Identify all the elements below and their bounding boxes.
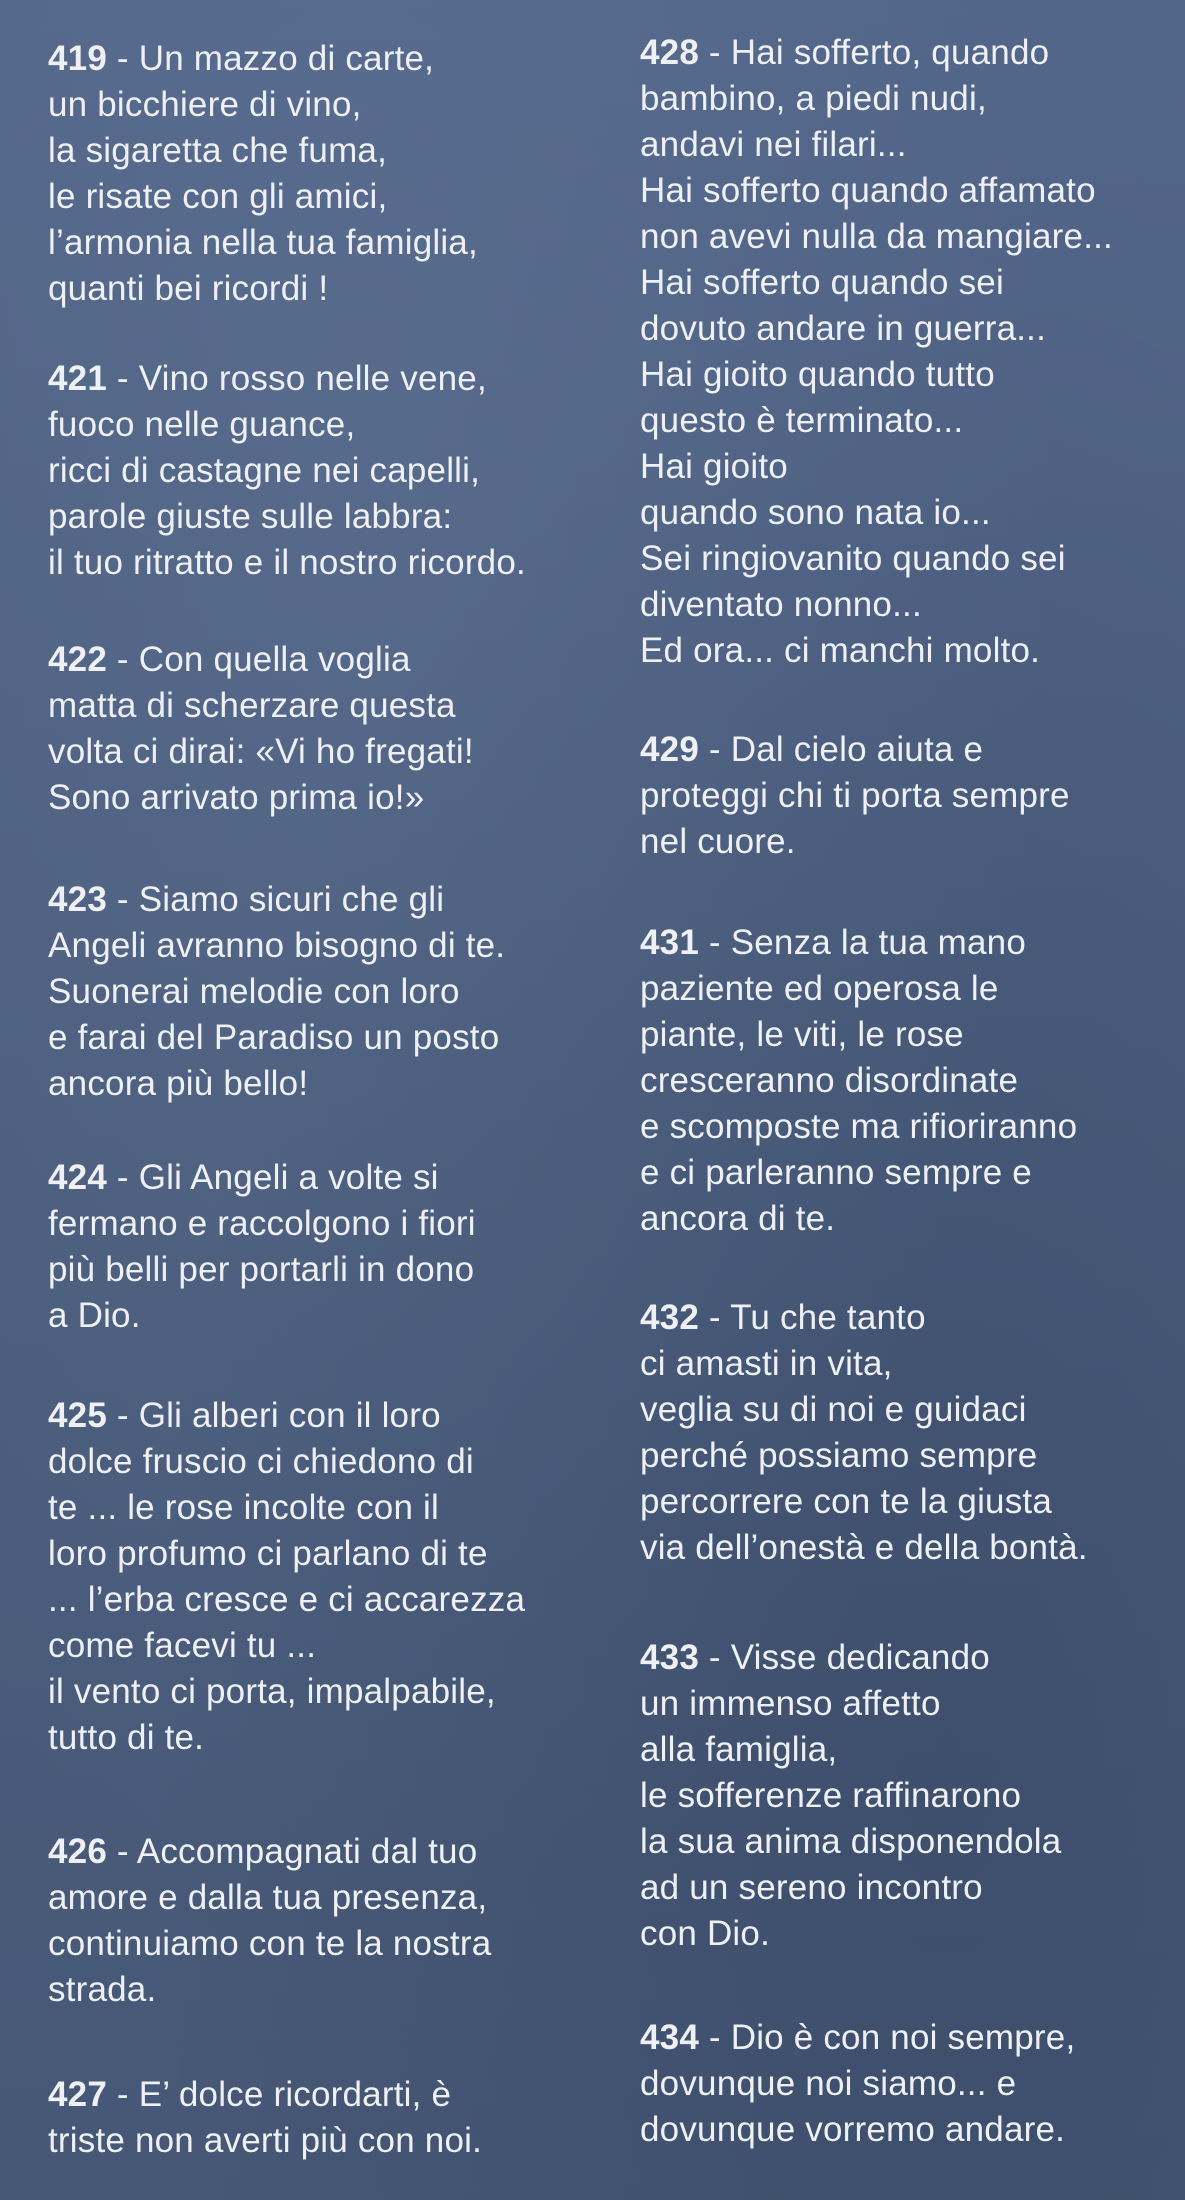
phrase-line <box>640 2015 1185 2061</box>
phrase-text: Siamo sicuri che gli <box>138 880 445 919</box>
phrase-line: Sono arrivato prima io!» <box>48 778 425 817</box>
phrase-line: quanti bei ricordi ! <box>48 269 329 308</box>
phrase-line: andavi nei filari... <box>640 125 907 164</box>
phrase-text: Visse dedicando <box>730 1638 990 1677</box>
phrase-entry-425 <box>48 1393 608 1761</box>
phrase-line: ancora di te. <box>640 1199 836 1238</box>
phrase-line: bambino, a piedi nudi, <box>640 79 987 118</box>
phrase-text: Vino rosso nelle vene, <box>138 359 487 398</box>
phrase-line: Hai sofferto quando affamato <box>640 171 1096 210</box>
phrase-line: veglia su di noi e guidaci <box>640 1390 1027 1429</box>
phrase-line: dovuto andare in guerra... <box>640 309 1047 348</box>
phrase-line: te ... le rose incolte con il <box>48 1488 439 1527</box>
phrase-line <box>48 1829 608 1875</box>
phrase-line: matta di scherzare questa <box>48 686 456 725</box>
phrase-line: e farai del Paradiso un posto <box>48 1018 500 1057</box>
phrase-line: ricci di castagne nei capelli, <box>48 451 481 490</box>
phrase-line: amore e dalla tua presenza, <box>48 1878 488 1917</box>
phrase-line: ancora più bello! <box>48 1064 309 1103</box>
phrase-line: paziente ed operosa le <box>640 969 999 1008</box>
phrase-line <box>640 1635 1185 1681</box>
phrase-text: Accompagnati dal tuo <box>136 1832 478 1871</box>
phrase-line <box>48 36 608 82</box>
phrase-line: dovunque noi siamo... e <box>640 2064 1017 2103</box>
phrase-line: continuiamo con te la nostra <box>48 1924 492 1963</box>
phrase-entry-427 <box>48 2072 608 2164</box>
phrase-line: fuoco nelle guance, <box>48 405 356 444</box>
phrase-separator: - <box>107 39 139 78</box>
phrase-line: ad un sereno incontro <box>640 1868 983 1907</box>
phrase-number: 422 <box>48 640 107 679</box>
phrase-number: 429 <box>640 730 699 769</box>
phrase-line: Suonerai melodie con loro <box>48 972 460 1011</box>
phrase-entry-424 <box>48 1155 608 1339</box>
phrase-line: e scomposte ma rifioriranno <box>640 1107 1078 1146</box>
phrase-separator: - <box>107 1396 139 1435</box>
phrase-line <box>48 356 608 402</box>
phrase-entry-423 <box>48 877 608 1107</box>
phrase-line: fermano e raccolgono i fiori <box>48 1204 476 1243</box>
phrase-number: 421 <box>48 359 107 398</box>
phrase-line <box>640 1295 1185 1341</box>
phrase-text: Gli alberi con il loro <box>138 1396 441 1435</box>
phrase-line: come facevi tu ... <box>48 1626 317 1665</box>
phrase-line: con Dio. <box>640 1914 770 1953</box>
phrase-line <box>48 877 608 923</box>
phrase-line: Hai gioito <box>640 447 788 486</box>
phrase-line: Angeli avranno bisogno di te. <box>48 926 506 965</box>
phrase-number: 425 <box>48 1396 107 1435</box>
phrase-line: le risate con gli amici, <box>48 177 388 216</box>
phrase-line <box>48 1155 608 1201</box>
phrase-separator: - <box>107 1832 137 1871</box>
phrase-line: percorrere con te la giusta <box>640 1482 1053 1521</box>
phrase-text: Tu che tanto <box>730 1298 926 1337</box>
phrase-entry-432 <box>640 1295 1185 1571</box>
phrase-line <box>640 920 1185 966</box>
phrase-number: 419 <box>48 39 107 78</box>
phrase-line <box>640 727 1185 773</box>
phrase-line: dovunque vorremo andare. <box>640 2110 1066 2149</box>
phrase-line: proteggi chi ti porta sempre <box>640 776 1070 815</box>
phrase-number: 434 <box>640 2018 699 2057</box>
phrase-line: la sigaretta che fuma, <box>48 131 388 170</box>
phrase-line: ... l’erba cresce e ci accarezza <box>48 1580 526 1619</box>
phrase-text: Hai sofferto, quando <box>730 33 1050 72</box>
phrase-line <box>48 1393 608 1439</box>
phrase-line: nel cuore. <box>640 822 796 861</box>
phrase-separator: - <box>699 1638 731 1677</box>
phrase-number: 431 <box>640 923 699 962</box>
phrase-line: Sei ringiovanito quando sei <box>640 539 1066 578</box>
phrase-entry-429 <box>640 727 1185 865</box>
phrase-separator: - <box>699 730 731 769</box>
phrase-number: 423 <box>48 880 107 919</box>
phrase-line <box>640 30 1185 76</box>
phrase-entry-419 <box>48 36 608 312</box>
phrase-text: E’ dolce ricordarti, è <box>138 2075 452 2114</box>
phrase-line: un immenso affetto <box>640 1684 941 1723</box>
phrase-line: Hai gioito quando tutto <box>640 355 995 394</box>
phrase-line: alla famiglia, <box>640 1730 838 1769</box>
phrase-entry-421 <box>48 356 608 586</box>
phrase-line: a Dio. <box>48 1296 141 1335</box>
phrase-line: dolce fruscio ci chiedono di <box>48 1442 474 1481</box>
phrase-text: Gli Angeli a volte si <box>138 1158 439 1197</box>
phrase-line <box>48 2072 608 2118</box>
phrase-line: il tuo ritratto e il nostro ricordo. <box>48 543 526 582</box>
phrase-line: la sua anima disponendola <box>640 1822 1062 1861</box>
phrase-line: non avevi nulla da mangiare... <box>640 217 1113 256</box>
phrase-entry-434 <box>640 2015 1185 2153</box>
phrase-text: Dal cielo aiuta e <box>730 730 984 769</box>
phrase-number: 432 <box>640 1298 699 1337</box>
phrase-entry-431 <box>640 920 1185 1242</box>
phrase-line: diventato nonno... <box>640 585 922 624</box>
phrase-line: Hai sofferto quando sei <box>640 263 1004 302</box>
phrase-entry-428 <box>640 30 1185 674</box>
phrase-separator: - <box>699 33 731 72</box>
phrase-separator: - <box>699 1298 731 1337</box>
phrase-separator: - <box>699 2018 731 2057</box>
phrase-entry-422 <box>48 637 608 821</box>
phrase-text: Un mazzo di carte, <box>138 39 435 78</box>
phrase-line: triste non averti più con noi. <box>48 2121 483 2160</box>
phrase-line: perché possiamo sempre <box>640 1436 1038 1475</box>
phrase-line: le sofferenze raffinarono <box>640 1776 1022 1815</box>
phrase-line: il vento ci porta, impalpabile, <box>48 1672 496 1711</box>
phrase-number: 424 <box>48 1158 107 1197</box>
phrase-line: questo è terminato... <box>640 401 964 440</box>
phrase-entry-433 <box>640 1635 1185 1957</box>
phrase-separator: - <box>107 1158 139 1197</box>
phrase-separator: - <box>107 2075 139 2114</box>
phrase-line: strada. <box>48 1970 157 2009</box>
phrase-line: via dell’onestà e della bontà. <box>640 1528 1088 1567</box>
phrase-line: quando sono nata io... <box>640 493 991 532</box>
phrase-line: ci amasti in vita, <box>640 1344 893 1383</box>
phrase-line: e ci parleranno sempre e <box>640 1153 1032 1192</box>
phrase-line <box>48 637 608 683</box>
phrase-line: cresceranno disordinate <box>640 1061 1019 1100</box>
phrase-text: Con quella voglia <box>138 640 411 679</box>
phrase-line: parole giuste sulle labbra: <box>48 497 453 536</box>
phrase-line: un bicchiere di vino, <box>48 85 362 124</box>
phrase-separator: - <box>107 880 139 919</box>
phrase-number: 428 <box>640 33 699 72</box>
phrase-line: tutto di te. <box>48 1718 205 1757</box>
phrase-line: Ed ora... ci manchi molto. <box>640 631 1041 670</box>
phrase-separator: - <box>699 923 731 962</box>
phrase-line: piante, le viti, le rose <box>640 1015 964 1054</box>
phrase-line: volta ci dirai: «Vi ho fregati! <box>48 732 474 771</box>
phrase-text: Senza la tua mano <box>730 923 1026 962</box>
phrase-number: 433 <box>640 1638 699 1677</box>
phrase-number: 427 <box>48 2075 107 2114</box>
phrase-separator: - <box>107 640 139 679</box>
phrase-line: loro profumo ci parlano di te <box>48 1534 488 1573</box>
phrase-line: più belli per portarli in dono <box>48 1250 475 1289</box>
phrase-text: Dio è con noi sempre, <box>730 2018 1076 2057</box>
phrase-entry-426 <box>48 1829 608 2013</box>
phrase-number: 426 <box>48 1832 107 1871</box>
phrase-separator: - <box>107 359 139 398</box>
phrase-line: l’armonia nella tua famiglia, <box>48 223 478 262</box>
